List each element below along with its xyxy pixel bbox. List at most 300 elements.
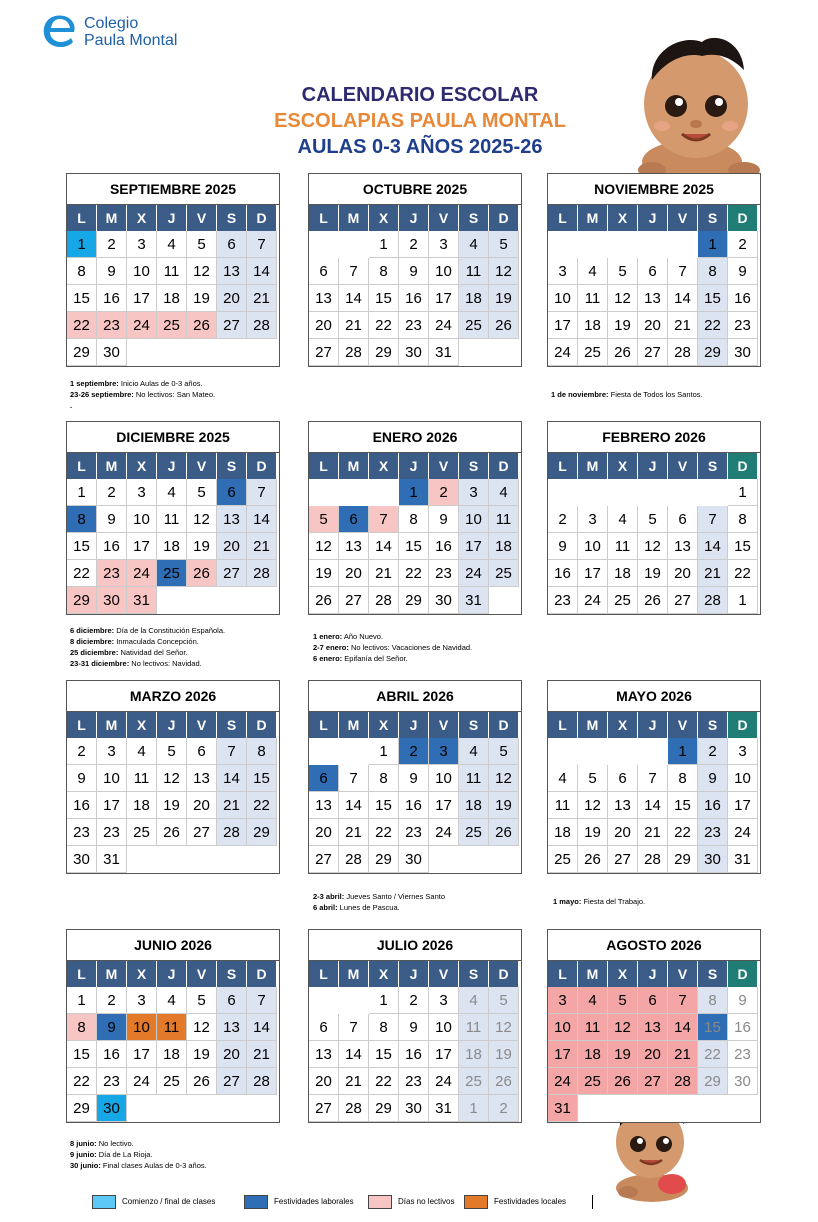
day-cell: 15: [67, 285, 97, 312]
day-cell: 14: [247, 1014, 277, 1041]
day-cell: 6: [187, 738, 217, 765]
weekday-header: [67, 712, 279, 738]
day-cell: 16: [97, 533, 127, 560]
weekday-label: D: [728, 712, 758, 738]
weekday-label: D: [489, 712, 519, 738]
empty-cell: [578, 738, 608, 765]
day-cell: 25: [578, 1068, 608, 1095]
weekday-header: [309, 712, 521, 738]
day-cell: 23: [67, 819, 97, 846]
note-date: 8 diciembre:: [70, 637, 115, 646]
day-cell: 11: [578, 1014, 608, 1041]
day-cell: 7: [247, 479, 277, 506]
day-cell: 17: [429, 792, 459, 819]
day-cell: 31: [127, 587, 157, 614]
day-cell: 15: [67, 533, 97, 560]
day-cell: 4: [157, 479, 187, 506]
day-cell: 2: [97, 231, 127, 258]
day-cell: 9: [548, 533, 578, 560]
day-cell: 17: [97, 792, 127, 819]
weekday-label: V: [668, 961, 698, 987]
day-cell: 13: [217, 258, 247, 285]
note-line: [313, 902, 445, 913]
weekday-label: J: [399, 712, 429, 738]
weekday-label: J: [157, 712, 187, 738]
day-cell: 12: [489, 765, 519, 792]
logo-line-1: Colegio: [84, 15, 139, 32]
day-cell: 5: [489, 738, 519, 765]
day-cell: 29: [698, 1068, 728, 1095]
legend-label: Festividades laborales: [274, 1197, 354, 1207]
empty-cell: [339, 987, 369, 1014]
day-cell: 6: [217, 231, 247, 258]
day-cell: 7: [339, 765, 369, 792]
day-cell: 9: [429, 506, 459, 533]
weekday-label: L: [67, 712, 97, 738]
day-cell: 2: [698, 738, 728, 765]
empty-cell: [548, 231, 578, 258]
day-cell: 10: [459, 506, 489, 533]
note-text: Jueves Santo / Viernes Santo: [344, 892, 446, 901]
day-cell: 24: [459, 560, 489, 587]
weekday-label: D: [489, 205, 519, 231]
day-cell: 20: [339, 560, 369, 587]
day-cell: 19: [309, 560, 339, 587]
day-cell: 2: [399, 987, 429, 1014]
day-cell: 4: [459, 987, 489, 1014]
weekday-label: V: [187, 712, 217, 738]
day-cell: 28: [247, 1068, 277, 1095]
day-cell: 18: [459, 792, 489, 819]
day-cell: 5: [309, 506, 339, 533]
title-school: ESCOLAPIAS PAULA MONTAL: [274, 110, 566, 132]
days-grid: [548, 479, 760, 614]
day-cell: 21: [247, 533, 277, 560]
day-cell: 29: [369, 339, 399, 366]
empty-cell: [309, 231, 339, 258]
day-cell: 7: [668, 987, 698, 1014]
day-cell: 31: [97, 846, 127, 873]
weekday-label: S: [217, 205, 247, 231]
weekday-label: D: [247, 453, 277, 479]
day-cell: 5: [489, 987, 519, 1014]
day-cell: 27: [187, 819, 217, 846]
day-cell: 23: [97, 819, 127, 846]
day-cell: 22: [369, 1068, 399, 1095]
day-cell: 22: [67, 312, 97, 339]
note-line: [70, 1149, 207, 1160]
day-cell: 31: [459, 587, 489, 614]
day-cell: 16: [728, 1014, 758, 1041]
days-grid: [67, 231, 279, 366]
day-cell: 24: [429, 819, 459, 846]
weekday-header: [309, 453, 521, 479]
day-cell: 28: [217, 819, 247, 846]
weekday-label: L: [548, 205, 578, 231]
day-cell: 3: [97, 738, 127, 765]
day-cell: 15: [728, 533, 758, 560]
day-cell: 27: [217, 1068, 247, 1095]
day-cell: 22: [247, 792, 277, 819]
day-cell: 26: [608, 339, 638, 366]
day-cell: 13: [309, 1041, 339, 1068]
day-cell: 22: [668, 819, 698, 846]
empty-cell: [638, 738, 668, 765]
empty-cell: [608, 738, 638, 765]
weekday-label: M: [97, 712, 127, 738]
note-date: 2-7 enero:: [313, 643, 349, 652]
day-cell: 6: [309, 258, 339, 285]
weekday-label: L: [67, 205, 97, 231]
baby-illustration-top: [632, 30, 766, 180]
day-cell: 20: [217, 533, 247, 560]
day-cell: 26: [489, 312, 519, 339]
day-cell: 23: [97, 560, 127, 587]
weekday-label: V: [187, 961, 217, 987]
weekday-label: L: [309, 453, 339, 479]
day-cell: 12: [187, 1014, 217, 1041]
day-cell: 13: [187, 765, 217, 792]
day-cell: 22: [728, 560, 758, 587]
day-cell: 10: [429, 258, 459, 285]
day-cell: 3: [127, 479, 157, 506]
day-cell: 30: [399, 1095, 429, 1122]
weekday-header: [548, 205, 760, 231]
weekday-label: L: [309, 961, 339, 987]
day-cell: 23: [399, 312, 429, 339]
day-cell: 1: [369, 738, 399, 765]
day-cell: 2: [399, 231, 429, 258]
month-calendar: [66, 929, 280, 1123]
note-line: [70, 658, 225, 669]
day-cell: 7: [698, 506, 728, 533]
day-cell: 30: [67, 846, 97, 873]
weekday-label: V: [668, 712, 698, 738]
day-cell: 8: [369, 765, 399, 792]
weekday-label: X: [369, 453, 399, 479]
weekday-label: V: [668, 453, 698, 479]
day-cell: 3: [127, 987, 157, 1014]
day-cell: 27: [668, 587, 698, 614]
day-cell: 11: [548, 792, 578, 819]
month-title: DICIEMBRE 2025: [67, 422, 279, 453]
note-date: 23-31 diciembre:: [70, 659, 130, 668]
day-cell: 3: [459, 479, 489, 506]
day-cell: 6: [638, 258, 668, 285]
logo-e-icon: [40, 12, 80, 52]
day-cell: 26: [187, 312, 217, 339]
weekday-label: L: [548, 453, 578, 479]
day-cell: 24: [548, 339, 578, 366]
weekday-header: [309, 961, 521, 987]
day-cell: 13: [309, 792, 339, 819]
note-date: 1 enero:: [313, 632, 343, 641]
day-cell: 7: [217, 738, 247, 765]
day-cell: 15: [698, 1014, 728, 1041]
month-title: MAYO 2026: [548, 681, 760, 712]
legend-label: Festividades locales: [494, 1197, 567, 1207]
day-cell: 4: [578, 987, 608, 1014]
month-title: OCTUBRE 2025: [309, 174, 521, 205]
month-calendar: [547, 929, 761, 1123]
note-text: Día de la Constitución Española.: [114, 626, 226, 635]
day-cell: 18: [578, 312, 608, 339]
day-cell: 25: [459, 1068, 489, 1095]
empty-cell: [698, 479, 728, 506]
month-title: JUNIO 2026: [67, 930, 279, 961]
weekday-label: M: [339, 453, 369, 479]
day-cell: 9: [97, 1014, 127, 1041]
day-cell: 21: [247, 285, 277, 312]
day-cell: 19: [489, 792, 519, 819]
day-cell: 24: [548, 1068, 578, 1095]
weekday-label: M: [339, 961, 369, 987]
day-cell: 22: [698, 1041, 728, 1068]
day-cell: 22: [369, 819, 399, 846]
day-cell: 23: [399, 819, 429, 846]
day-cell: 17: [429, 285, 459, 312]
weekday-label: S: [698, 712, 728, 738]
day-cell: 20: [608, 819, 638, 846]
empty-cell: [309, 738, 339, 765]
day-cell: 4: [608, 506, 638, 533]
weekday-label: X: [608, 453, 638, 479]
day-cell: 20: [309, 1068, 339, 1095]
weekday-label: X: [608, 205, 638, 231]
day-cell: 26: [608, 1068, 638, 1095]
day-cell: 27: [608, 846, 638, 873]
day-cell: 18: [157, 533, 187, 560]
note-date: 6 diciembre:: [70, 626, 115, 635]
day-cell: 8: [369, 1014, 399, 1041]
day-cell: 6: [309, 1014, 339, 1041]
day-cell: 17: [548, 1041, 578, 1068]
day-cell: 23: [698, 819, 728, 846]
day-cell: 2: [399, 738, 429, 765]
note-line: [70, 625, 225, 636]
day-cell: 19: [489, 285, 519, 312]
note-line: [313, 642, 472, 653]
day-cell: 23: [97, 312, 127, 339]
day-cell: 1: [728, 479, 758, 506]
month-calendar: [547, 173, 761, 367]
note-line: [70, 1160, 207, 1171]
day-cell: 30: [698, 846, 728, 873]
day-cell: 22: [399, 560, 429, 587]
weekday-label: X: [127, 205, 157, 231]
day-cell: 8: [668, 765, 698, 792]
month-calendar: [547, 680, 761, 874]
day-cell: 9: [67, 765, 97, 792]
day-cell: 20: [217, 285, 247, 312]
calendar-titles: [230, 82, 610, 160]
day-cell: 10: [127, 1014, 157, 1041]
note-text: Natividad del Señor.: [118, 648, 188, 657]
empty-cell: [309, 987, 339, 1014]
weekday-label: S: [459, 205, 489, 231]
day-cell: 24: [429, 312, 459, 339]
notes-september: [70, 378, 215, 411]
weekday-label: V: [668, 205, 698, 231]
day-cell: 2: [548, 506, 578, 533]
note-text: Epifanía del Señor.: [342, 654, 408, 663]
day-cell: 2: [728, 231, 758, 258]
day-cell: 8: [247, 738, 277, 765]
day-cell: 24: [127, 1068, 157, 1095]
weekday-label: M: [97, 961, 127, 987]
day-cell: 3: [429, 987, 459, 1014]
day-cell: 6: [608, 765, 638, 792]
day-cell: 31: [429, 339, 459, 366]
weekday-label: V: [429, 205, 459, 231]
day-cell: 26: [309, 587, 339, 614]
weekday-label: X: [369, 712, 399, 738]
day-cell: 29: [67, 587, 97, 614]
day-cell: 23: [728, 312, 758, 339]
day-cell: 12: [608, 1014, 638, 1041]
day-cell: 2: [429, 479, 459, 506]
note-date: 1 mayo:: [553, 897, 582, 906]
weekday-label: M: [339, 205, 369, 231]
day-cell: 29: [399, 587, 429, 614]
day-cell: 27: [309, 339, 339, 366]
weekday-label: V: [187, 205, 217, 231]
weekday-label: D: [728, 453, 758, 479]
note-date: 6 enero:: [313, 654, 343, 663]
day-cell: 20: [217, 1041, 247, 1068]
legend-swatch: [244, 1195, 268, 1209]
weekday-label: L: [309, 205, 339, 231]
day-cell: 12: [638, 533, 668, 560]
day-cell: 26: [489, 819, 519, 846]
note-date: 23-26 septiembre:: [70, 390, 134, 399]
day-cell: 16: [429, 533, 459, 560]
days-grid: [548, 738, 760, 873]
weekday-label: J: [638, 961, 668, 987]
note-date: 8 junio:: [70, 1139, 97, 1148]
day-cell: 13: [309, 285, 339, 312]
day-cell: 21: [339, 312, 369, 339]
day-cell: 19: [578, 819, 608, 846]
day-cell: 25: [459, 819, 489, 846]
day-cell: 1: [668, 738, 698, 765]
day-cell: 5: [638, 506, 668, 533]
day-cell: 29: [67, 1095, 97, 1122]
day-cell: 28: [339, 1095, 369, 1122]
day-cell: 12: [309, 533, 339, 560]
day-cell: 5: [187, 479, 217, 506]
weekday-label: V: [187, 453, 217, 479]
day-cell: 25: [608, 587, 638, 614]
day-cell: 9: [399, 258, 429, 285]
day-cell: 1: [459, 1095, 489, 1122]
day-cell: 10: [548, 285, 578, 312]
weekday-label: D: [489, 961, 519, 987]
day-cell: 28: [369, 587, 399, 614]
day-cell: 3: [728, 738, 758, 765]
weekday-label: D: [489, 453, 519, 479]
day-cell: 27: [339, 587, 369, 614]
day-cell: 10: [429, 765, 459, 792]
day-cell: 9: [728, 258, 758, 285]
month-title: JULIO 2026: [309, 930, 521, 961]
day-cell: 26: [157, 819, 187, 846]
day-cell: 4: [157, 987, 187, 1014]
day-cell: 6: [217, 479, 247, 506]
weekday-label: X: [127, 961, 157, 987]
day-cell: 22: [67, 1068, 97, 1095]
weekday-label: D: [247, 712, 277, 738]
day-cell: 15: [668, 792, 698, 819]
note-line: [70, 400, 215, 411]
day-cell: 8: [369, 258, 399, 285]
day-cell: 28: [638, 846, 668, 873]
month-calendar: [66, 173, 280, 367]
empty-cell: [608, 231, 638, 258]
day-cell: 14: [217, 765, 247, 792]
note-date: 1 de noviembre:: [551, 390, 609, 399]
weekday-header: [67, 205, 279, 231]
day-cell: 18: [489, 533, 519, 560]
day-cell: 14: [638, 792, 668, 819]
logo-text: [84, 15, 177, 49]
day-cell: 28: [339, 846, 369, 873]
day-cell: 27: [309, 846, 339, 873]
day-cell: 14: [369, 533, 399, 560]
day-cell: 29: [67, 339, 97, 366]
day-cell: 7: [668, 258, 698, 285]
weekday-label: S: [459, 712, 489, 738]
empty-cell: [578, 231, 608, 258]
day-cell: 10: [728, 765, 758, 792]
month-title: ENERO 2026: [309, 422, 521, 453]
day-cell: 6: [339, 506, 369, 533]
day-cell: 19: [187, 533, 217, 560]
days-grid: [67, 479, 279, 614]
month-title: FEBRERO 2026: [548, 422, 760, 453]
day-cell: 27: [638, 1068, 668, 1095]
weekday-label: X: [127, 712, 157, 738]
day-cell: 15: [698, 285, 728, 312]
note-line: [313, 891, 445, 902]
day-cell: 20: [638, 1041, 668, 1068]
day-cell: 26: [489, 1068, 519, 1095]
day-cell: 19: [157, 792, 187, 819]
day-cell: 24: [728, 819, 758, 846]
day-cell: 13: [668, 533, 698, 560]
day-cell: 14: [668, 285, 698, 312]
legend-swatch: [368, 1195, 392, 1209]
day-cell: 1: [728, 587, 758, 614]
day-cell: 15: [369, 792, 399, 819]
weekday-label: J: [399, 961, 429, 987]
empty-cell: [578, 479, 608, 506]
weekday-header: [67, 453, 279, 479]
day-cell: 17: [127, 1041, 157, 1068]
day-cell: 26: [187, 560, 217, 587]
weekday-label: M: [97, 453, 127, 479]
day-cell: 19: [489, 1041, 519, 1068]
day-cell: 28: [247, 560, 277, 587]
note-text: Año Nuevo.: [342, 632, 384, 641]
weekday-label: L: [548, 961, 578, 987]
day-cell: 26: [638, 587, 668, 614]
day-cell: 23: [97, 1068, 127, 1095]
note-text: Lunes de Pascua.: [337, 903, 400, 912]
day-cell: 20: [668, 560, 698, 587]
day-cell: 30: [728, 339, 758, 366]
weekday-label: D: [247, 205, 277, 231]
